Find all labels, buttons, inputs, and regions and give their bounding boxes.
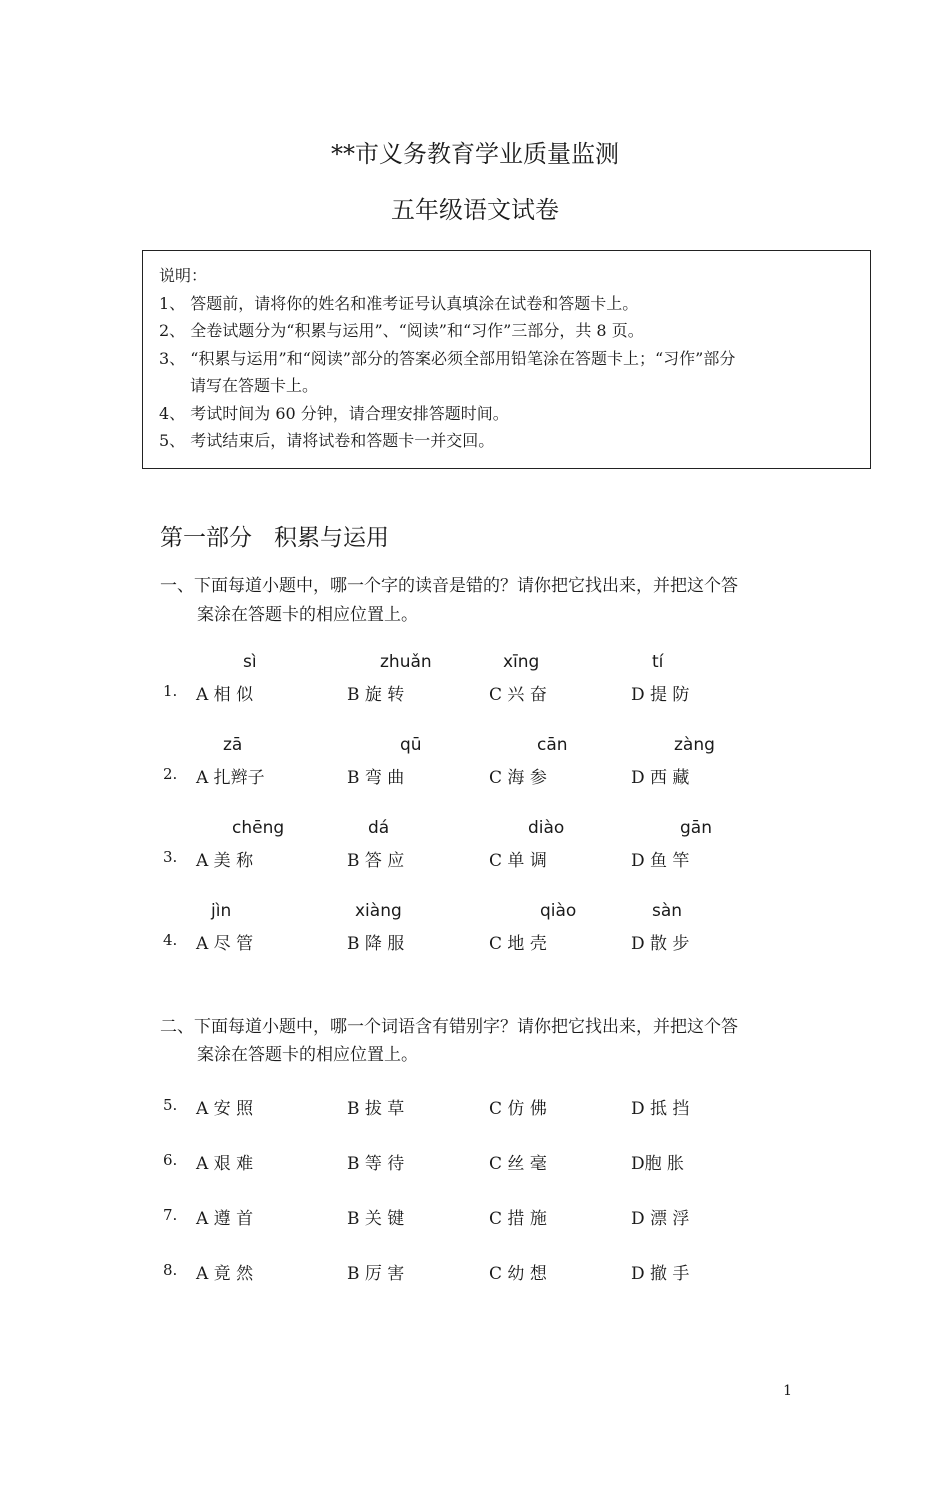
option-a: A 美 称 [196,851,254,871]
question-number: 2. [163,765,178,783]
option-c: C 地 壳 [489,934,547,954]
pinyin-label: zā [223,735,243,755]
pinyin-label: zàng [674,735,715,755]
pinyin-label: chēng [232,818,285,838]
option-b: B 旋 转 [347,685,405,705]
question-number: 8. [163,1261,178,1279]
question-number: 3. [163,848,178,866]
exam-subtitle: 五年级语文试卷 [391,196,559,224]
option-b: B 答 应 [347,851,405,871]
pinyin-label: qiào [540,901,577,921]
pinyin-label: cān [537,735,568,755]
option-d: D胞 胀 [631,1154,685,1174]
section-part: 第一部分 [160,525,252,551]
instruction-item-continued: 请写在答题卡上。 [190,376,319,395]
instruction-item: 1、 答题前，请将你的姓名和准考证号认真填涂在试卷和答题卡上。 [159,294,639,313]
pinyin-label: qū [400,735,422,755]
option-d: D 漂 浮 [631,1209,690,1229]
pinyin-label: tí [652,652,664,672]
instruction-item: 4、 考试时间为 60 分钟，请合理安排答题时间。 [159,404,509,423]
option-c: C 兴 奋 [489,685,547,705]
option-b: B 关 键 [347,1209,405,1229]
question-number: 6. [163,1151,178,1169]
instructions-heading: 说明： [159,266,208,285]
section-name: 积累与运用 [274,525,389,551]
option-b: B 等 待 [347,1154,405,1174]
pinyin-label: gān [680,818,712,838]
option-a: A 安 照 [196,1099,254,1119]
question-number: 1. [163,682,178,700]
option-c: C 仿 佛 [489,1099,547,1119]
option-c: C 丝 毫 [489,1154,547,1174]
pinyin-label: sì [243,652,257,672]
option-a: A 相 似 [196,685,254,705]
option-d: D 散 步 [631,934,690,954]
option-b: B 降 服 [347,934,405,954]
option-a: A 扎辫子 [196,768,265,788]
option-a: A 尽 管 [196,934,254,954]
question-one-prompt-continued: 案涂在答题卡的相应位置上。 [197,605,418,625]
option-d: D 鱼 竿 [631,851,690,871]
question-number: 7. [163,1206,178,1224]
option-b: B 拔 草 [347,1099,405,1119]
pinyin-label: jìn [211,901,232,921]
question-one-prompt: 一、下面每道小题中，哪一个字的读音是错的？请你把它找出来，并把这个答 [160,576,738,596]
section-heading [160,519,389,552]
instruction-item: 5、 考试结束后，请将试卷和答题卡一并交回。 [159,431,495,450]
option-a: A 遵 首 [196,1209,254,1229]
question-number: 4. [163,931,178,949]
option-d: D 撤 手 [631,1264,690,1284]
option-a: A 竟 然 [196,1264,254,1284]
exam-title: **市义务教育学业质量监测 [331,140,619,168]
option-c: C 单 调 [489,851,547,871]
option-c: C 幼 想 [489,1264,547,1284]
option-d: D 提 防 [631,685,690,705]
pinyin-label: diào [528,818,565,838]
option-d: D 抵 挡 [631,1099,690,1119]
instruction-item: 2、 全卷试题分为“积累与运用”、“阅读”和“习作”三部分，共 8 页。 [159,321,644,340]
option-b: B 弯 曲 [347,768,405,788]
instruction-item: 3、 “积累与运用”和“阅读”部分的答案必须全部用铅笔涂在答题卡上；“习作”部分 [159,349,736,368]
question-two-prompt-continued: 案涂在答题卡的相应位置上。 [197,1045,418,1065]
instructions-box [142,250,871,469]
option-c: C 海 参 [489,768,547,788]
option-d: D 西 藏 [631,768,690,788]
pinyin-label: zhuǎn [380,652,432,672]
pinyin-label: sàn [652,901,683,921]
option-b: B 厉 害 [347,1264,405,1284]
question-two-prompt: 二、下面每道小题中，哪一个词语含有错别字？请你把它找出来，并把这个答 [160,1017,738,1037]
option-a: A 艰 难 [196,1154,254,1174]
page-number: 1 [783,1383,792,1399]
pinyin-label: xīng [503,652,540,672]
question-number: 5. [163,1096,178,1114]
pinyin-label: dá [368,818,390,838]
pinyin-label: xiàng [355,901,402,921]
option-c: C 措 施 [489,1209,547,1229]
